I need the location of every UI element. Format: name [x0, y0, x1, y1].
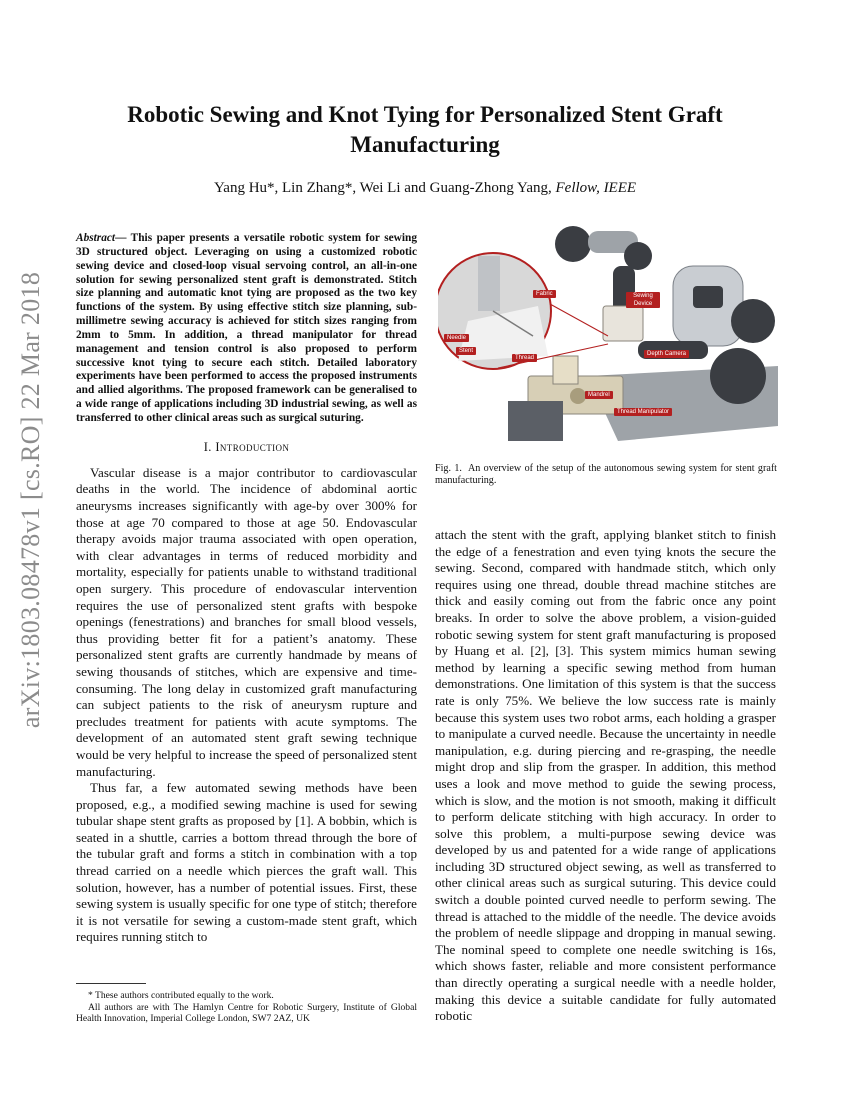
sewing-system-illustration	[438, 226, 778, 448]
footnotes	[76, 983, 417, 1025]
label-thread: Thread	[512, 354, 537, 362]
label-needle: Needle	[444, 334, 469, 342]
figure-caption-label: Fig. 1.	[435, 463, 462, 474]
label-fabric: Fabric	[533, 290, 556, 298]
arxiv-stamp	[14, 271, 48, 729]
label-sewing-device: Sewing Device	[626, 292, 660, 308]
figure-1-caption	[435, 463, 777, 488]
right-column	[435, 527, 776, 1025]
intro-paragraph-3: attach the stent with the graft, applying blanket stitch to finish the edge of a fenestration and even tying knots the secure the sewing. Second, compared with handmade stitch, which only requires using one thread, double thread machine stitches are thick and easily coming out from the fabric once any point breaks. In order to solve the above problem, a vision-guided robotic sewing system for stent graft manufacturing is proposed by Huang et al. [2], [3]. This system mimics human sewing method by learning a specific sewing method from human demonstrations. One limitation of this system is that the success rate is only 75%. We believe the low success rate is mainly because this system uses two robot arms, each holding a grasper to manipulate a curved needle. Because the uncertainty in needle manipulation, e.g. during piercing and re-grasping, the needle might drop and slip from the grasper. In addition, this method uses a look and move method to guide the sewing process, which is slow, and the motion is not smooth, making it difficult to perform delicate stitching with high accuracy. In order to solve this problem, a multi-purpose sewing device was developed by us and patented for a wide range of applications including 3D structured object sewing, as well as transferred to other clinical areas such as surgical suturing. This device could switch a double pointed curved needle to perform sewing. The thread is attached to the middle of the needle. The device avoids the problem of needle slippage and dropping in manual sewing. The nominal speed to complete one needle switching is 16s, which shows faster, reliable and more consistent performance than directly operating a surgical needle with a needle holder, making this device a suitable candidate for fully automated robotic	[435, 527, 776, 1024]
section-title: Introduction	[215, 439, 290, 454]
footnote-equal-contribution: * These authors contributed equally to the work.	[88, 990, 274, 1001]
intro-paragraph-2: Thus far, a few automated sewing methods have been proposed, e.g., a modified sewing machine is used for sewing tubular shape stent grafts as proposed by [1]. A bobbin, which is seated in a shuttle, carries a bottom thread through the bore of the tubular graft and forms a stitch in combination with a top thread carried on a needle which pierces the graft wall. This solution, however, has a number of potential issues. First, these sewing system is usually specific for one type of stitch; therefore it is not versatile for sewing a custom-made stent graft, which requires running stitch to	[76, 780, 417, 945]
label-thread-manipulator: Thread Manipulator	[614, 408, 672, 416]
section-heading-introduction	[76, 440, 417, 455]
label-stent: Stent	[456, 347, 476, 355]
footnote-affiliation: All authors are with The Hamlyn Centre for Robotic Surgery, Institute of Global Health Innovation, Imperial College London, SW7 2AZ, UK	[76, 1001, 417, 1025]
footnote-rule	[76, 983, 146, 984]
abstract-text: — This paper presents a versatile robotic system for sewing 3D structured object. Leveraging on using a customized robotic sewing device and closed-loop visual servoing control, an all-in-one solution for sewing personalized stent graft is demonstrated. Stitch size planning and automatic knot tying are proposed as the two key functions of the system. By using effective stitch size planning, sub-millimetre sewing accuracy is achieved for stitch sizes ranging from 2mm to 5mm. In addition, a thread manipulator for thread management and tension control is also proposed to perform successive knot tying to secure each stitch. Detailed laboratory experiments have been performed to access the proposed instruments and allied algorithms. The proposed framework can be generalised to a wide range of applications including 3D industrial sewing, as well as transferred to other clinical areas such as surgical suturing.	[76, 232, 417, 424]
arxiv-stamp-text: arXiv:1803.08478v1 [cs.RO] 22 Mar 2018	[16, 271, 45, 729]
label-mandrel: Mandrel	[585, 391, 613, 399]
paper-title: Robotic Sewing and Knot Tying for Personalized Stent Graft Manufacturing	[127, 102, 723, 157]
intro-paragraph-1: Vascular disease is a major contributor to cardiovascular deaths in the world. The incidence of abdominal aortic aneurysms increases significantly with age-by over 300% for those at age 70 compared to those at age 50. Endovascular therapy avoids major trauma associated with open operation, with clear advantages in terms of reduced morbidity and mortality, especially for patients unable to withstand traditional open surgery. This procedure of endovascular intervention requires the use of personalized stent grafts with bespoke openings (fenestrations) and branches for small blood vessels, thus providing better fit for a patient’s anatomy. These personalized stent grafts are currently handmade by means of sewing thousands of stitches, which are expensive and time-consuming. The long delay in customized graft manufacturing can subject patients to the risk of aneurysm rupture and precludes treatment for patients with acute symptoms. The development of an automated stent graft sewing technique would be very helpful to increase the speed of personalized stent manufacturing.	[76, 464, 417, 779]
left-column	[76, 232, 417, 946]
label-depth-camera: Depth Camera	[644, 350, 689, 358]
abstract	[76, 232, 417, 426]
author-names: Yang Hu*, Lin Zhang*, Wei Li and Guang-Zhong Yang,	[213, 180, 556, 196]
figure-caption-text: An overview of the setup of the autonomous sewing system for stent graft manufacturing.	[435, 463, 777, 487]
abstract-label: Abstract	[76, 232, 116, 244]
author-line	[80, 180, 770, 197]
author-honor: Fellow, IEEE	[555, 180, 637, 196]
figure-1-image	[438, 226, 778, 448]
section-number: I.	[203, 439, 216, 454]
